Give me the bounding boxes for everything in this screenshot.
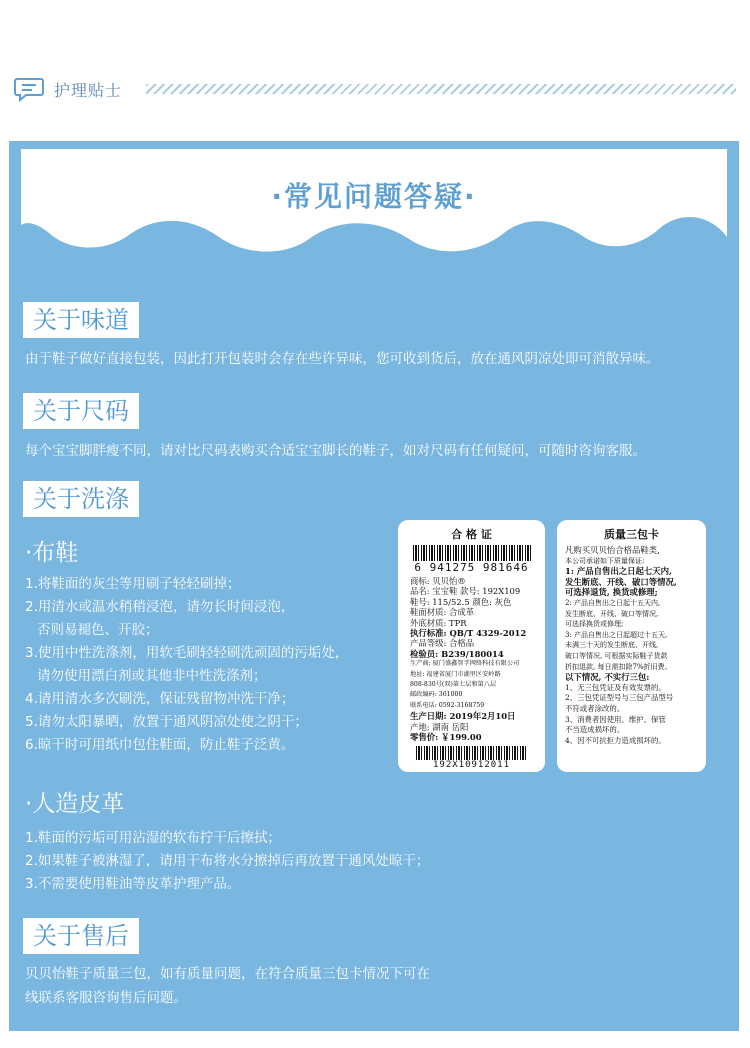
list-item: 4.请用清水多次刷洗，保证残留物冲洗干净； bbox=[25, 691, 295, 707]
tag-line: 产地: 湖南 岳阳 bbox=[410, 721, 469, 732]
list-item: 否则易褪色、开胶； bbox=[37, 622, 159, 638]
qualification-tag-card bbox=[398, 520, 545, 772]
list-item: 请勿使用漂白剂或其他非中性洗涤剂； bbox=[37, 668, 267, 684]
list-item: 2.如果鞋子被淋湿了，请用干布将水分擦掉后再放置于通风处晾干； bbox=[25, 853, 430, 869]
warranty-line: 可选择退货, 换货或修理; bbox=[565, 587, 658, 598]
barcode-number: 6 941275 981646 bbox=[414, 561, 529, 574]
tag-card-title: 合 格 证 bbox=[451, 528, 492, 541]
size-text: 每个宝宝脚胖瘦不同，请对比尺码表购买合适宝宝脚长的鞋子，如对尺码有任何疑问，可随时咨询客服。 bbox=[25, 443, 646, 459]
tag-line: 商标: 贝贝怡® bbox=[410, 576, 466, 586]
cloth-shoes-heading: ·布鞋 bbox=[25, 540, 79, 566]
bottom-barcode-image bbox=[416, 746, 528, 760]
tag-line: 零售价: ￥199.00 bbox=[410, 732, 482, 743]
leather-care-list bbox=[25, 827, 429, 896]
size-section-label: 关于尺码 bbox=[23, 393, 139, 429]
decorative-stripes bbox=[146, 84, 736, 94]
warranty-line: 不符或者涂改的。 bbox=[565, 703, 625, 713]
chat-bubble-icon bbox=[14, 76, 44, 102]
tag-line: 生产日期: 2019年2月10日 bbox=[410, 711, 516, 722]
barcode-image bbox=[413, 545, 531, 561]
warranty-line: 破口等情况, 可根据实际鞋子货款 bbox=[565, 651, 668, 660]
list-item: 6.晾干时可用纸巾包住鞋面，防止鞋子泛黄。 bbox=[25, 737, 295, 753]
warranty-line: 折扣退款, 每日需扣除7%折旧费。 bbox=[565, 662, 672, 671]
tag-details bbox=[398, 574, 545, 743]
warranty-line: 1: 产品自售出之日起七天内, bbox=[565, 566, 672, 577]
warranty-line: 未满三十天的发生断底、开线, bbox=[565, 641, 659, 650]
smell-text: 由于鞋子做好直接包装，因此打开包装时会存在些许异味，您可收到货后，放在通风阴凉处即可消散异味。 bbox=[25, 351, 660, 367]
list-item: 1.鞋面的污垢可用沾湿的软布拧干后擦拭； bbox=[25, 830, 281, 846]
tag-line: 808-830号(双)第七层和第八层 bbox=[410, 681, 497, 689]
aftersale-line: 贝贝怡鞋子质量三包，如有质量问题，在符合质量三包卡情况下可在 bbox=[25, 966, 430, 982]
faq-title: ·常见问题答疑· bbox=[271, 180, 477, 213]
tag-line: 执行标准: QB/T 4329-2012 bbox=[410, 628, 527, 639]
list-item: 1.将鞋面的灰尘等用刷子轻轻刷掉； bbox=[25, 576, 241, 592]
wash-section-label: 关于洗涤 bbox=[23, 481, 139, 517]
tag-line: 外底材质: TPR bbox=[410, 617, 467, 628]
list-item: 5.请勿太阳暴晒，放置于通风阴凉处使之阴干； bbox=[25, 714, 308, 730]
tag-line: 地址: 福建省厦门市湖里区安岭路 bbox=[410, 670, 501, 678]
care-tips-title: 护理贴士 bbox=[54, 81, 123, 100]
warranty-line: 发生断底、开线、破口等情况, bbox=[565, 576, 677, 587]
tag-line: 邮政编码: 361000 bbox=[410, 691, 463, 699]
warranty-line: 2: 产品自售出之日起十五天内, bbox=[565, 598, 661, 607]
cloth-wash-list bbox=[25, 573, 348, 757]
warranty-line: 1、无三包凭证及有效发票的。 bbox=[565, 682, 666, 692]
tag-line: 产品等级: 合格品 bbox=[410, 638, 475, 649]
warranty-details bbox=[557, 542, 706, 746]
warranty-line: 可选择换货或修理; bbox=[565, 620, 624, 629]
bottom-code: 192X10912011 bbox=[432, 759, 511, 770]
care-tips-header bbox=[0, 72, 750, 108]
aftersale-line: 线联系客服咨询售后问题。 bbox=[25, 990, 187, 1006]
list-item: 2.用清水或温水稍稍浸泡，请勿长时间浸泡， bbox=[25, 599, 295, 615]
aftersale-text bbox=[25, 962, 430, 1010]
warranty-line: 4、因不可抗拒力造成损坏的。 bbox=[565, 735, 666, 745]
warranty-line: 不当造成损坏的。 bbox=[565, 725, 625, 735]
warranty-line: 3、消费者因使用、维护、保管 bbox=[565, 714, 666, 724]
tag-line: 联系电话: 0592-3168759 bbox=[410, 701, 485, 709]
warranty-card-title: 质量三包卡 bbox=[604, 528, 659, 541]
leather-heading: ·人造皮革 bbox=[25, 791, 125, 817]
list-item: 3.不需要使用鞋油等皮革护理产品。 bbox=[25, 876, 241, 892]
warranty-line: 凡购买贝贝怡合格品鞋类, bbox=[565, 545, 660, 555]
tag-line: 品名: 宝宝鞋 款号: 192X109 bbox=[410, 586, 521, 597]
tag-line: 生产商: 厦门盛鑫智孚网络科技有限公司 bbox=[410, 660, 520, 668]
warranty-line: 本公司承诺如下质量保证: bbox=[565, 556, 645, 565]
aftersale-section-label: 关于售后 bbox=[23, 918, 139, 954]
warranty-line: 2、三包凭证型号与三包产品型号 bbox=[565, 693, 674, 703]
tag-line: 鞋面材质: 合成革 bbox=[410, 607, 475, 618]
warranty-line: 以下情况, 不实行三包: bbox=[565, 672, 650, 683]
warranty-line: 3: 产品自售出之日起超过十五天, bbox=[565, 630, 668, 639]
tag-line: 检验员: B239/180014 bbox=[410, 648, 504, 659]
faq-panel bbox=[9, 141, 739, 1031]
list-item: 3.使用中性洗涤剂，用软毛刷轻轻刷洗顽固的污垢处， bbox=[25, 645, 349, 661]
warranty-line: 发生断底、开线、破口等情况, bbox=[565, 609, 659, 618]
warranty-card bbox=[557, 520, 706, 772]
tag-line: 鞋号: 115/52.5 颜色: 灰色 bbox=[410, 596, 512, 607]
smell-section-label: 关于味道 bbox=[23, 302, 139, 338]
